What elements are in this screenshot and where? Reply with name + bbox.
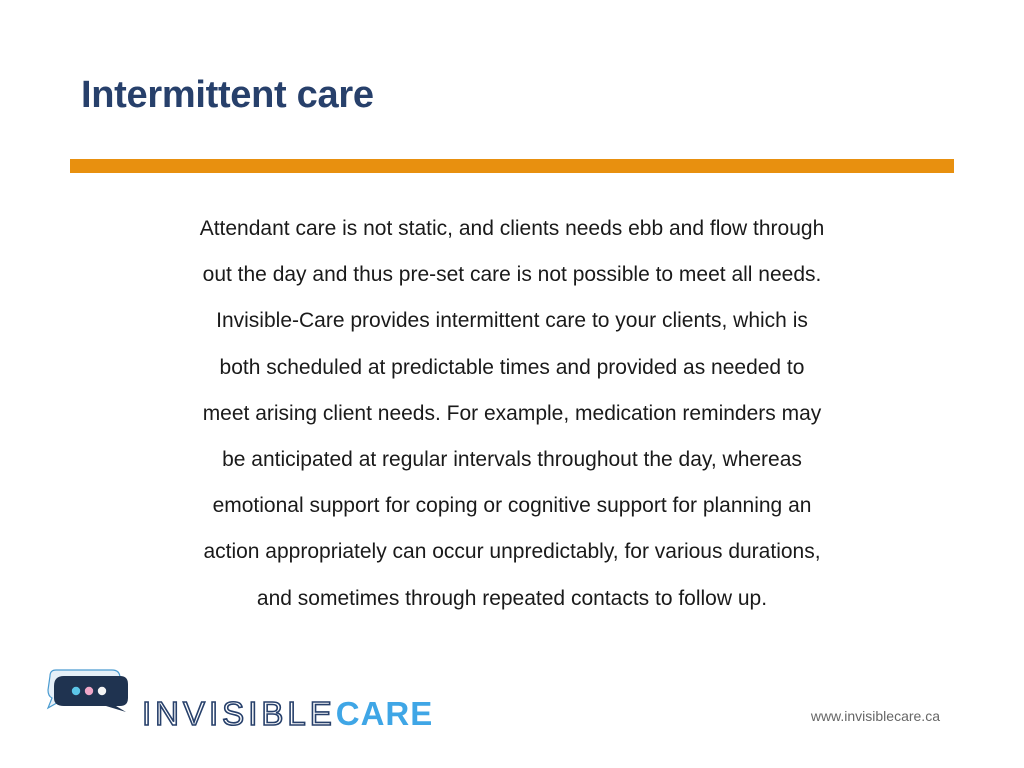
body-line: out the day and thus pre-set care is not possible to meet all needs.	[202, 263, 822, 287]
chat-bubble-dots-icon	[42, 668, 132, 712]
body-line: action appropriately can occur unpredictably, for various durations,	[203, 540, 821, 564]
slide-title: Intermittent care	[81, 74, 374, 116]
invisiblecare-logo	[42, 668, 434, 732]
dot-white	[98, 687, 106, 695]
title-underline-bar	[70, 159, 954, 173]
website-url: www.invisiblecare.ca	[810, 708, 940, 724]
body-line: meet arising client needs. For example, medication reminders may	[202, 401, 822, 425]
dot-blue	[72, 687, 80, 695]
body-line: both scheduled at predictable times and provided as needed to	[219, 355, 805, 379]
body-line: emotional support for coping or cognitive support for planning an	[212, 494, 812, 518]
body-paragraph	[130, 206, 894, 622]
body-line: Attendant care is not static, and clients needs ebb and flow through	[199, 217, 825, 240]
body-line: and sometimes through repeated contacts to follow up.	[256, 586, 768, 610]
body-line: be anticipated at regular intervals throughout the day, whereas	[222, 448, 802, 472]
logo-word-invisible: INVISIBLE	[142, 695, 336, 732]
logo-wordmark	[142, 696, 433, 732]
body-line: Invisible-Care provides intermittent care to your clients, which is	[216, 309, 808, 333]
dot-pink	[85, 687, 93, 695]
logo-word-care: CARE	[335, 695, 434, 732]
